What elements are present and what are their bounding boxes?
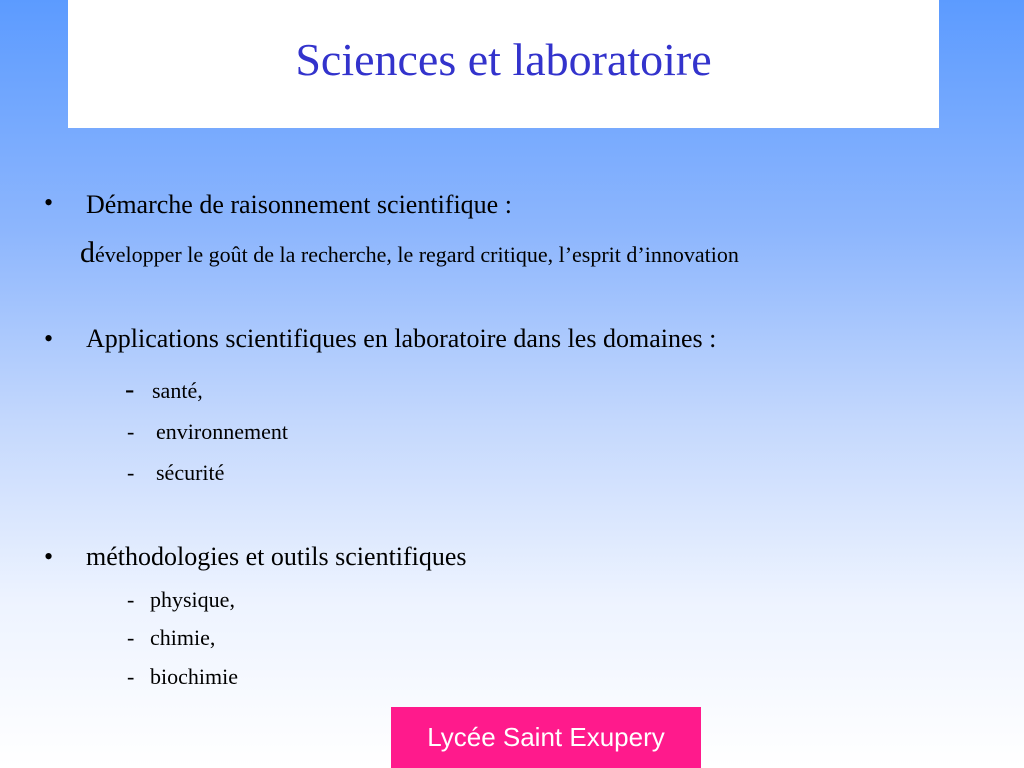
sub-item-sante: santé, — [152, 378, 203, 403]
sub-item-physique: physique, — [150, 587, 235, 612]
sub-item-environnement: environnement — [156, 419, 288, 444]
sub-item-chimie: chimie, — [150, 625, 216, 650]
sub-item-dash: - — [125, 374, 135, 405]
title-box — [68, 0, 939, 128]
bullet-marker: • — [44, 188, 54, 217]
sub-item-biochimie: biochimie — [150, 664, 238, 689]
sub-item-dash: - — [127, 625, 135, 650]
sub-item-dash: - — [127, 460, 135, 485]
school-name: Lycée Saint Exupery — [427, 722, 665, 752]
bullet-marker: • — [44, 542, 54, 571]
bullet-detail-reasoning — [80, 236, 739, 270]
bullet-marker: • — [44, 324, 54, 353]
bullet-heading-methodologies: méthodologies et outils scientifiques — [86, 542, 467, 571]
sub-item-dash: - — [127, 419, 135, 444]
sub-item-dash: - — [127, 587, 135, 612]
bullet-heading-reasoning: Démarche de raisonnement scientifique : — [86, 190, 512, 219]
bullet-heading-applications: Applications scientifiques en laboratoire dans les domaines : — [86, 324, 717, 353]
detail-initial: d — [80, 236, 95, 269]
sub-item-securite: sécurité — [156, 460, 225, 485]
slide-title: Sciences et laboratoire — [295, 33, 712, 85]
sub-item-dash: - — [127, 664, 135, 689]
school-name-badge — [391, 707, 701, 768]
detail-rest: évelopper le goût de la recherche, le regard critique, l’esprit d’innovation — [95, 242, 739, 267]
